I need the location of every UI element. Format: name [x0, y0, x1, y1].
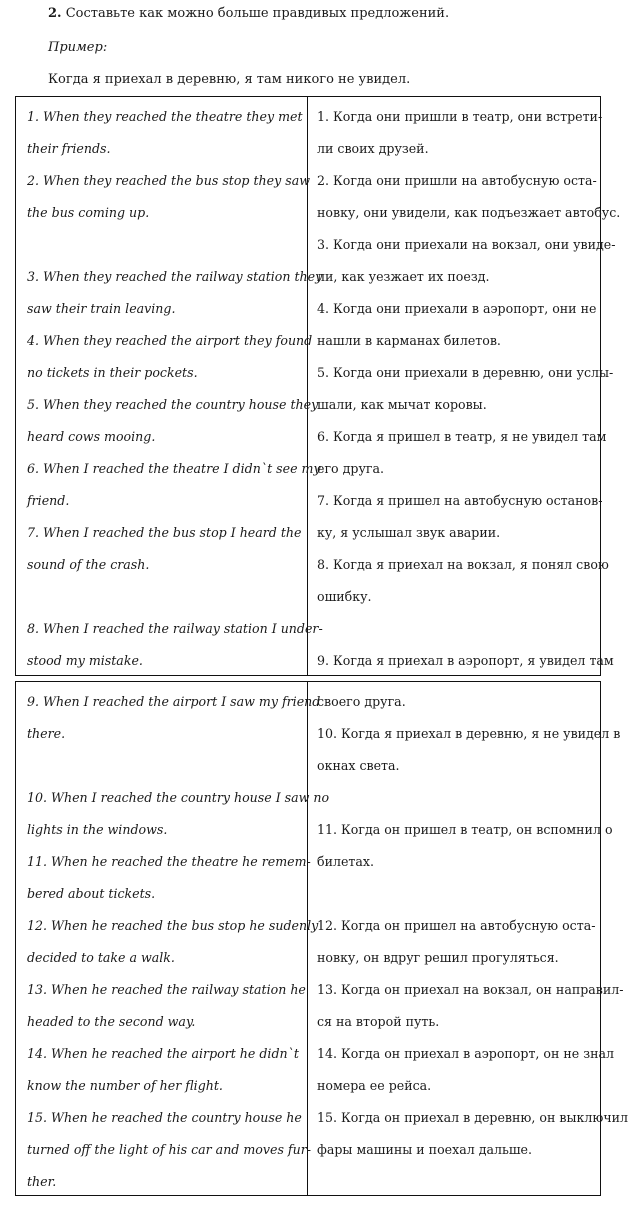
english-sentence-line: 9. When I reached the airport I saw my friend: [27, 694, 321, 709]
english-sentence-line: sound of the crash.: [27, 557, 150, 572]
russian-sentence-line: билетах.: [317, 854, 375, 869]
russian-sentence-line: шали, как мычат коровы.: [317, 397, 487, 412]
russian-sentence-line: его друга.: [317, 461, 384, 476]
english-sentence-line: no tickets in their pockets.: [27, 365, 198, 380]
english-sentence-line: bered about tickets.: [27, 886, 156, 901]
english-sentence-line: 8. When I reached the railway station I under-: [27, 621, 323, 636]
english-sentence-line: 11. When he reached the theatre he remem-: [27, 854, 311, 869]
russian-sentence-line: 10. Когда я приехал в деревню, я не увидел в: [317, 726, 621, 741]
russian-sentence-line: нашли в карманах билетов.: [317, 333, 501, 348]
russian-column: [317, 682, 629, 1195]
english-sentence-line: saw their train leaving.: [27, 301, 176, 316]
russian-sentence-line: 9. Когда я приехал в аэропорт, я увидел там: [317, 653, 614, 668]
english-sentence-line: 5. When they reached the country house they: [27, 397, 319, 412]
russian-sentence-line: ошибку.: [317, 589, 372, 604]
russian-column: [317, 97, 621, 675]
task-number: 2.: [48, 6, 62, 21]
english-sentence-line: 10. When I reached the country house I saw no: [27, 790, 330, 805]
russian-sentence-line: своего друга.: [317, 694, 406, 709]
russian-sentence-line: новку, они увидели, как подъезжает автобус.: [317, 205, 621, 220]
russian-sentence-line: 12. Когда он пришел на автобусную оста-: [317, 918, 596, 933]
russian-sentence-line: 7. Когда я пришел на автобусную останов-: [317, 493, 603, 508]
russian-sentence-line: 2. Когда они пришли на автобусную оста-: [317, 173, 597, 188]
english-sentence-line: 3. When they reached the railway station they: [27, 269, 323, 284]
russian-sentence-line: 5. Когда они приехали в деревню, они услы-: [317, 365, 614, 380]
russian-sentence-line: 15. Когда он приехал в деревню, он выключил: [317, 1110, 629, 1125]
english-sentence-line: 6. When I reached the theatre I didn`t see my: [27, 461, 321, 476]
russian-sentence-line: 14. Когда он приехал в аэропорт, он не знал: [317, 1046, 615, 1061]
russian-sentence-line: ся на второй путь.: [317, 1014, 440, 1029]
russian-sentence-line: номера ее рейса.: [317, 1078, 432, 1093]
english-sentence-line: turned off the light of his car and moves fur-: [27, 1142, 311, 1157]
english-sentence-line: 2. When they reached the bus stop they saw: [27, 173, 310, 188]
english-sentence-line: headed to the second way.: [27, 1014, 196, 1029]
russian-sentence-line: 6. Когда я пришел в театр, я не увидел там: [317, 429, 607, 444]
russian-sentence-line: фары машины и поехал дальше.: [317, 1142, 533, 1157]
task-heading: [48, 6, 449, 21]
english-sentence-line: friend.: [27, 493, 70, 508]
english-sentence-line: the bus coming up.: [27, 205, 150, 220]
column-divider: [307, 682, 308, 1195]
english-sentence-line: lights in the windows.: [27, 822, 168, 837]
english-sentence-line: 15. When he reached the country house he: [27, 1110, 302, 1125]
english-sentence-line: 14. When he reached the airport he didn`t: [27, 1046, 299, 1061]
english-sentence-line: ther.: [27, 1174, 57, 1189]
russian-sentence-line: 3. Когда они приехали на вокзал, они увиде-: [317, 237, 616, 252]
russian-sentence-line: 4. Когда они приехали в аэропорт, они не: [317, 301, 597, 316]
english-sentence-line: 4. When they reached the airport they found: [27, 333, 313, 348]
english-sentence-line: 7. When I reached the bus stop I heard the: [27, 525, 302, 540]
russian-sentence-line: 13. Когда он приехал на вокзал, он направил-: [317, 982, 624, 997]
russian-sentence-line: ли, как уезжает их поезд.: [317, 269, 490, 284]
russian-sentence-line: 1. Когда они пришли в театр, они встрети-: [317, 109, 603, 124]
task-text: Составьте как можно больше правдивых предложений.: [65, 6, 450, 21]
russian-sentence-line: ку, я услышал звук аварии.: [317, 525, 501, 540]
example-text: Когда я приехал в деревню, я там никого не увидел.: [48, 72, 411, 87]
russian-sentence-line: 8. Когда я приехал на вокзал, я понял свою: [317, 557, 609, 572]
translation-table-2: [15, 681, 629, 1196]
english-sentence-line: 12. When he reached the bus stop he sudenly: [27, 918, 319, 933]
english-sentence-line: decided to take a walk.: [27, 950, 175, 965]
english-sentence-line: their friends.: [27, 141, 111, 156]
example-label: Пример:: [48, 40, 108, 55]
translation-table-1: [15, 96, 621, 676]
russian-sentence-line: 11. Когда он пришел в театр, он вспомнил о: [317, 822, 613, 837]
english-sentence-line: 1. When they reached the theatre they met: [27, 109, 303, 124]
english-sentence-line: know the number of her flight.: [27, 1078, 223, 1093]
english-sentence-line: 13. When he reached the railway station he: [27, 982, 306, 997]
russian-sentence-line: окнах света.: [317, 758, 400, 773]
english-sentence-line: there.: [27, 726, 66, 741]
english-column: [27, 682, 330, 1195]
russian-sentence-line: ли своих друзей.: [317, 141, 429, 156]
english-column: [27, 97, 323, 675]
russian-sentence-line: новку, он вдруг решил прогуляться.: [317, 950, 559, 965]
english-sentence-line: stood my mistake.: [27, 653, 143, 668]
english-sentence-line: heard cows mooing.: [27, 429, 156, 444]
